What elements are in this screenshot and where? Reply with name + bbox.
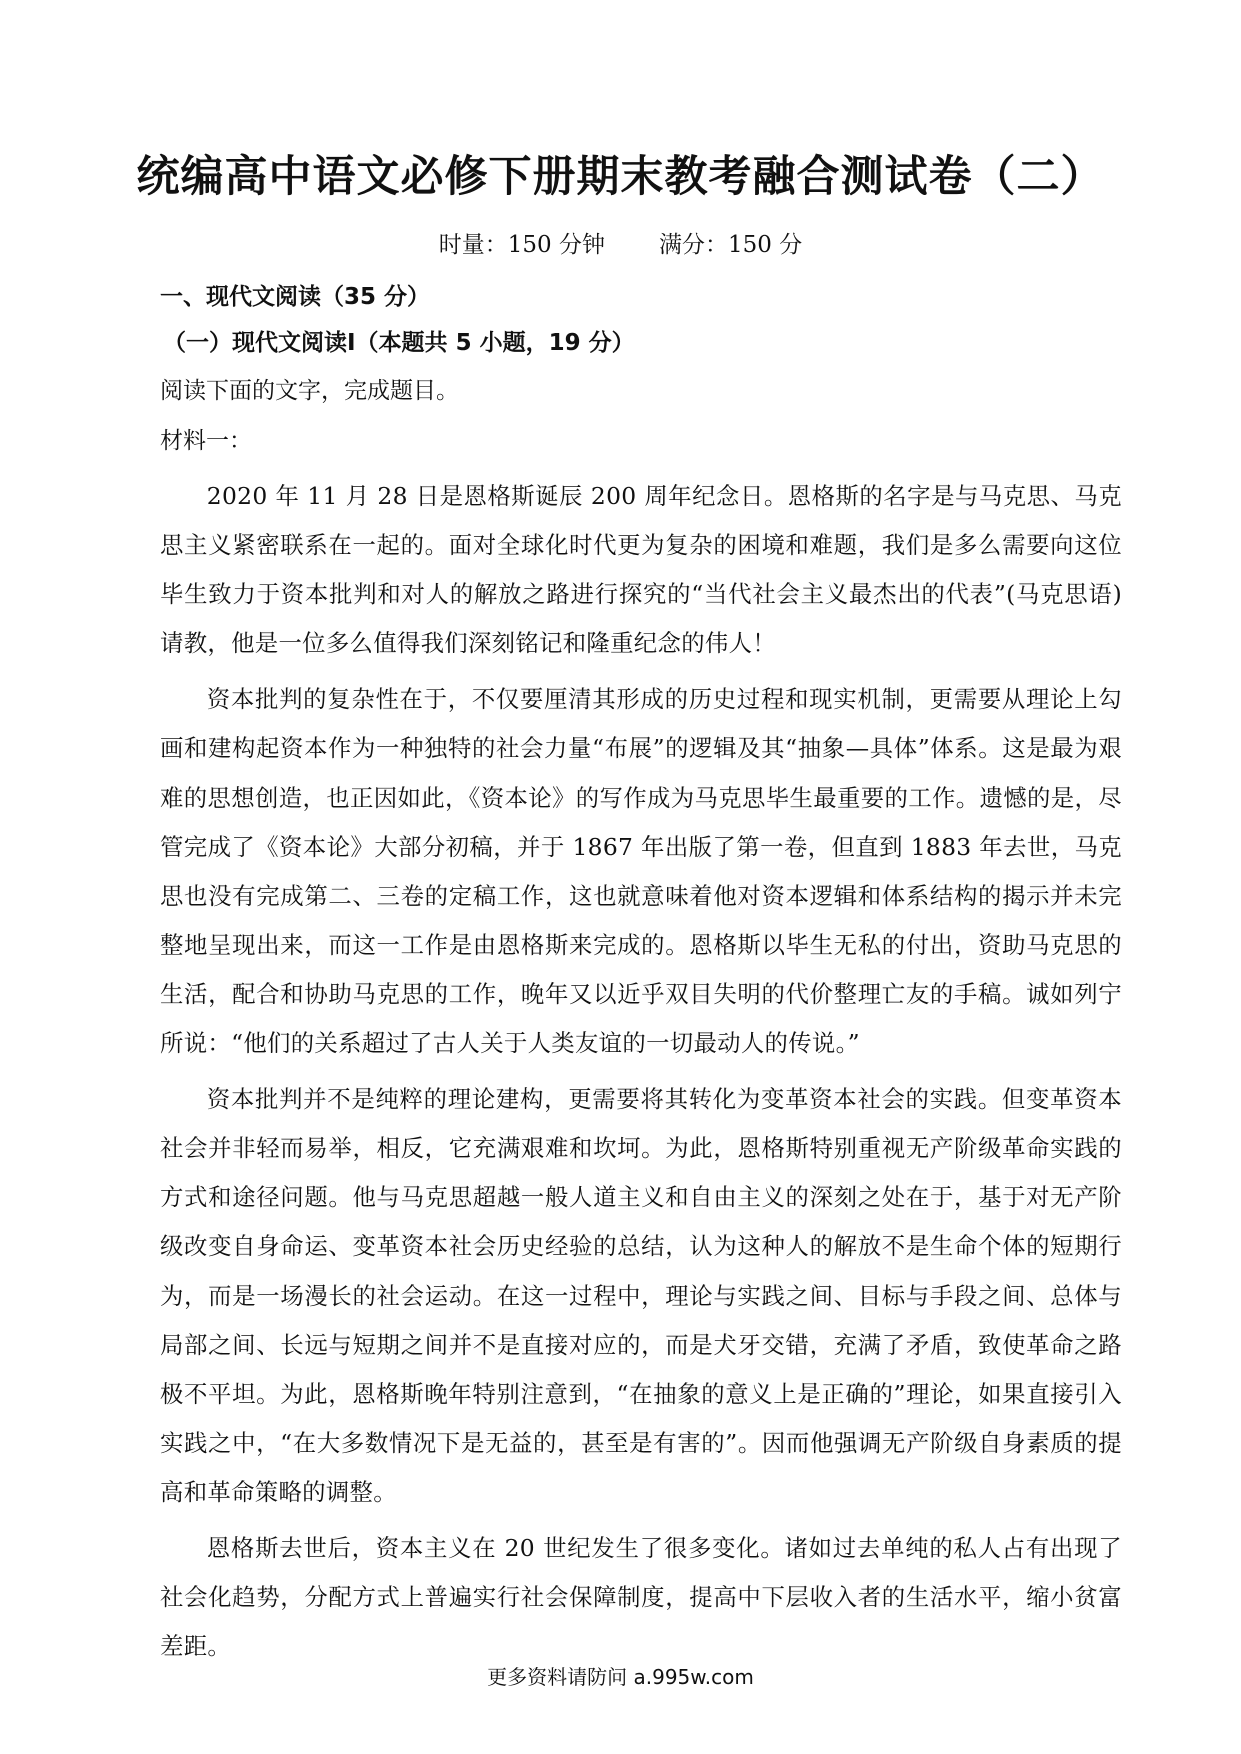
material-label: 材料一： [160,428,252,454]
paragraph: 恩格斯去世后，资本主义在 20 世纪发生了很多变化。诸如过去单纯的私人占有出现了社会化趋势，分配方式上普遍实行社会保障制度，提高中下层收入者的生活水平，缩小贫富差距。 [160,1533,1122,1661]
time-limit: 时量：150 分钟 [438,232,605,258]
full-score: 满分：150 分 [659,232,803,258]
paragraph: 2020 年 11 月 28 日是恩格斯诞辰 200 周年纪念日。恩格斯的名字是与马克思、马克思主义紧密联系在一起的。面对全球化时代更为复杂的困境和难题，我们是多么需要向这位毕生致力于资本批判和对人的解放之路进行探究的“当代社会主义最杰出的代表”(马克思语)请教，他是一位多么值得我们深刻铭记和隆重纪念的伟人！ [160,482,1122,658]
exam-title: 统编高中语文必修下册期末教考融合测试卷（二） [136,152,1105,202]
paragraph: 资本批判的复杂性在于，不仅要厘清其形成的历史过程和现实机制，更需要从理论上勾画和建构起资本作为一种独特的社会力量“布展”的逻辑及其“抽象—具体”体系。这是最为艰难的思想创造，也正因如此，《资本论》的写作成为马克思毕生最重要的工作。遗憾的是，尽管完成了《资本论》大部分初稿，并于 1867 年出版了第一卷，但直到 1883 年去世，马克思也没有完成第二、三卷的定稿工作，这也就意味着他对资本逻辑和体系结构的揭示并未完整地呈现出来，而这一工作是由恩格斯来完成的。恩格斯以毕生无私的付出，资助马克思的生活，配合和协助马克思的工作，晚年又以近乎双目失明的代价整理亡友的手稿。诚如列宁所说：“他们的关系超过了古人关于人类友谊的一切最动人的传说。” [160,685,1122,1058]
part1-heading: 一、现代文阅读（35 分） [160,284,431,310]
paragraph: 资本批判并不是纯粹的理论建构，更需要将其转化为变革资本社会的实践。但变革资本社会并非轻而易举，相反，它充满艰难和坎坷。为此，恩格斯特别重视无产阶级革命实践的方式和途径问题。他与马克思超越一般人道主义和自由主义的深刻之处在于，基于对无产阶级改变自身命运、变革资本社会历史经验的总结，认为这种人的解放不是生命个体的短期行为，而是一场漫长的社会运动。在这一过程中，理论与实践之间、目标与手段之间、总体与局部之间、长远与短期之间并不是直接对应的，而是犬牙交错，充满了矛盾，致使革命之路极不平坦。为此，恩格斯晚年特别注意到，“在抽象的意义上是正确的”理论，如果直接引入实践之中，“在大多数情况下是无益的，甚至是有害的”。因而他强调无产阶级自身素质的提高和革命策略的调整。 [160,1085,1122,1506]
part1-sub-heading: （一）现代文阅读Ⅰ（本题共 5 小题，19 分） [163,330,635,356]
exam-meta [0,228,1241,262]
footer-link-text: 更多资料请防问 a.995w.com [487,1665,754,1689]
reading-instruction: 阅读下面的文字，完成题目。 [160,378,459,404]
material-body [160,472,1122,1678]
